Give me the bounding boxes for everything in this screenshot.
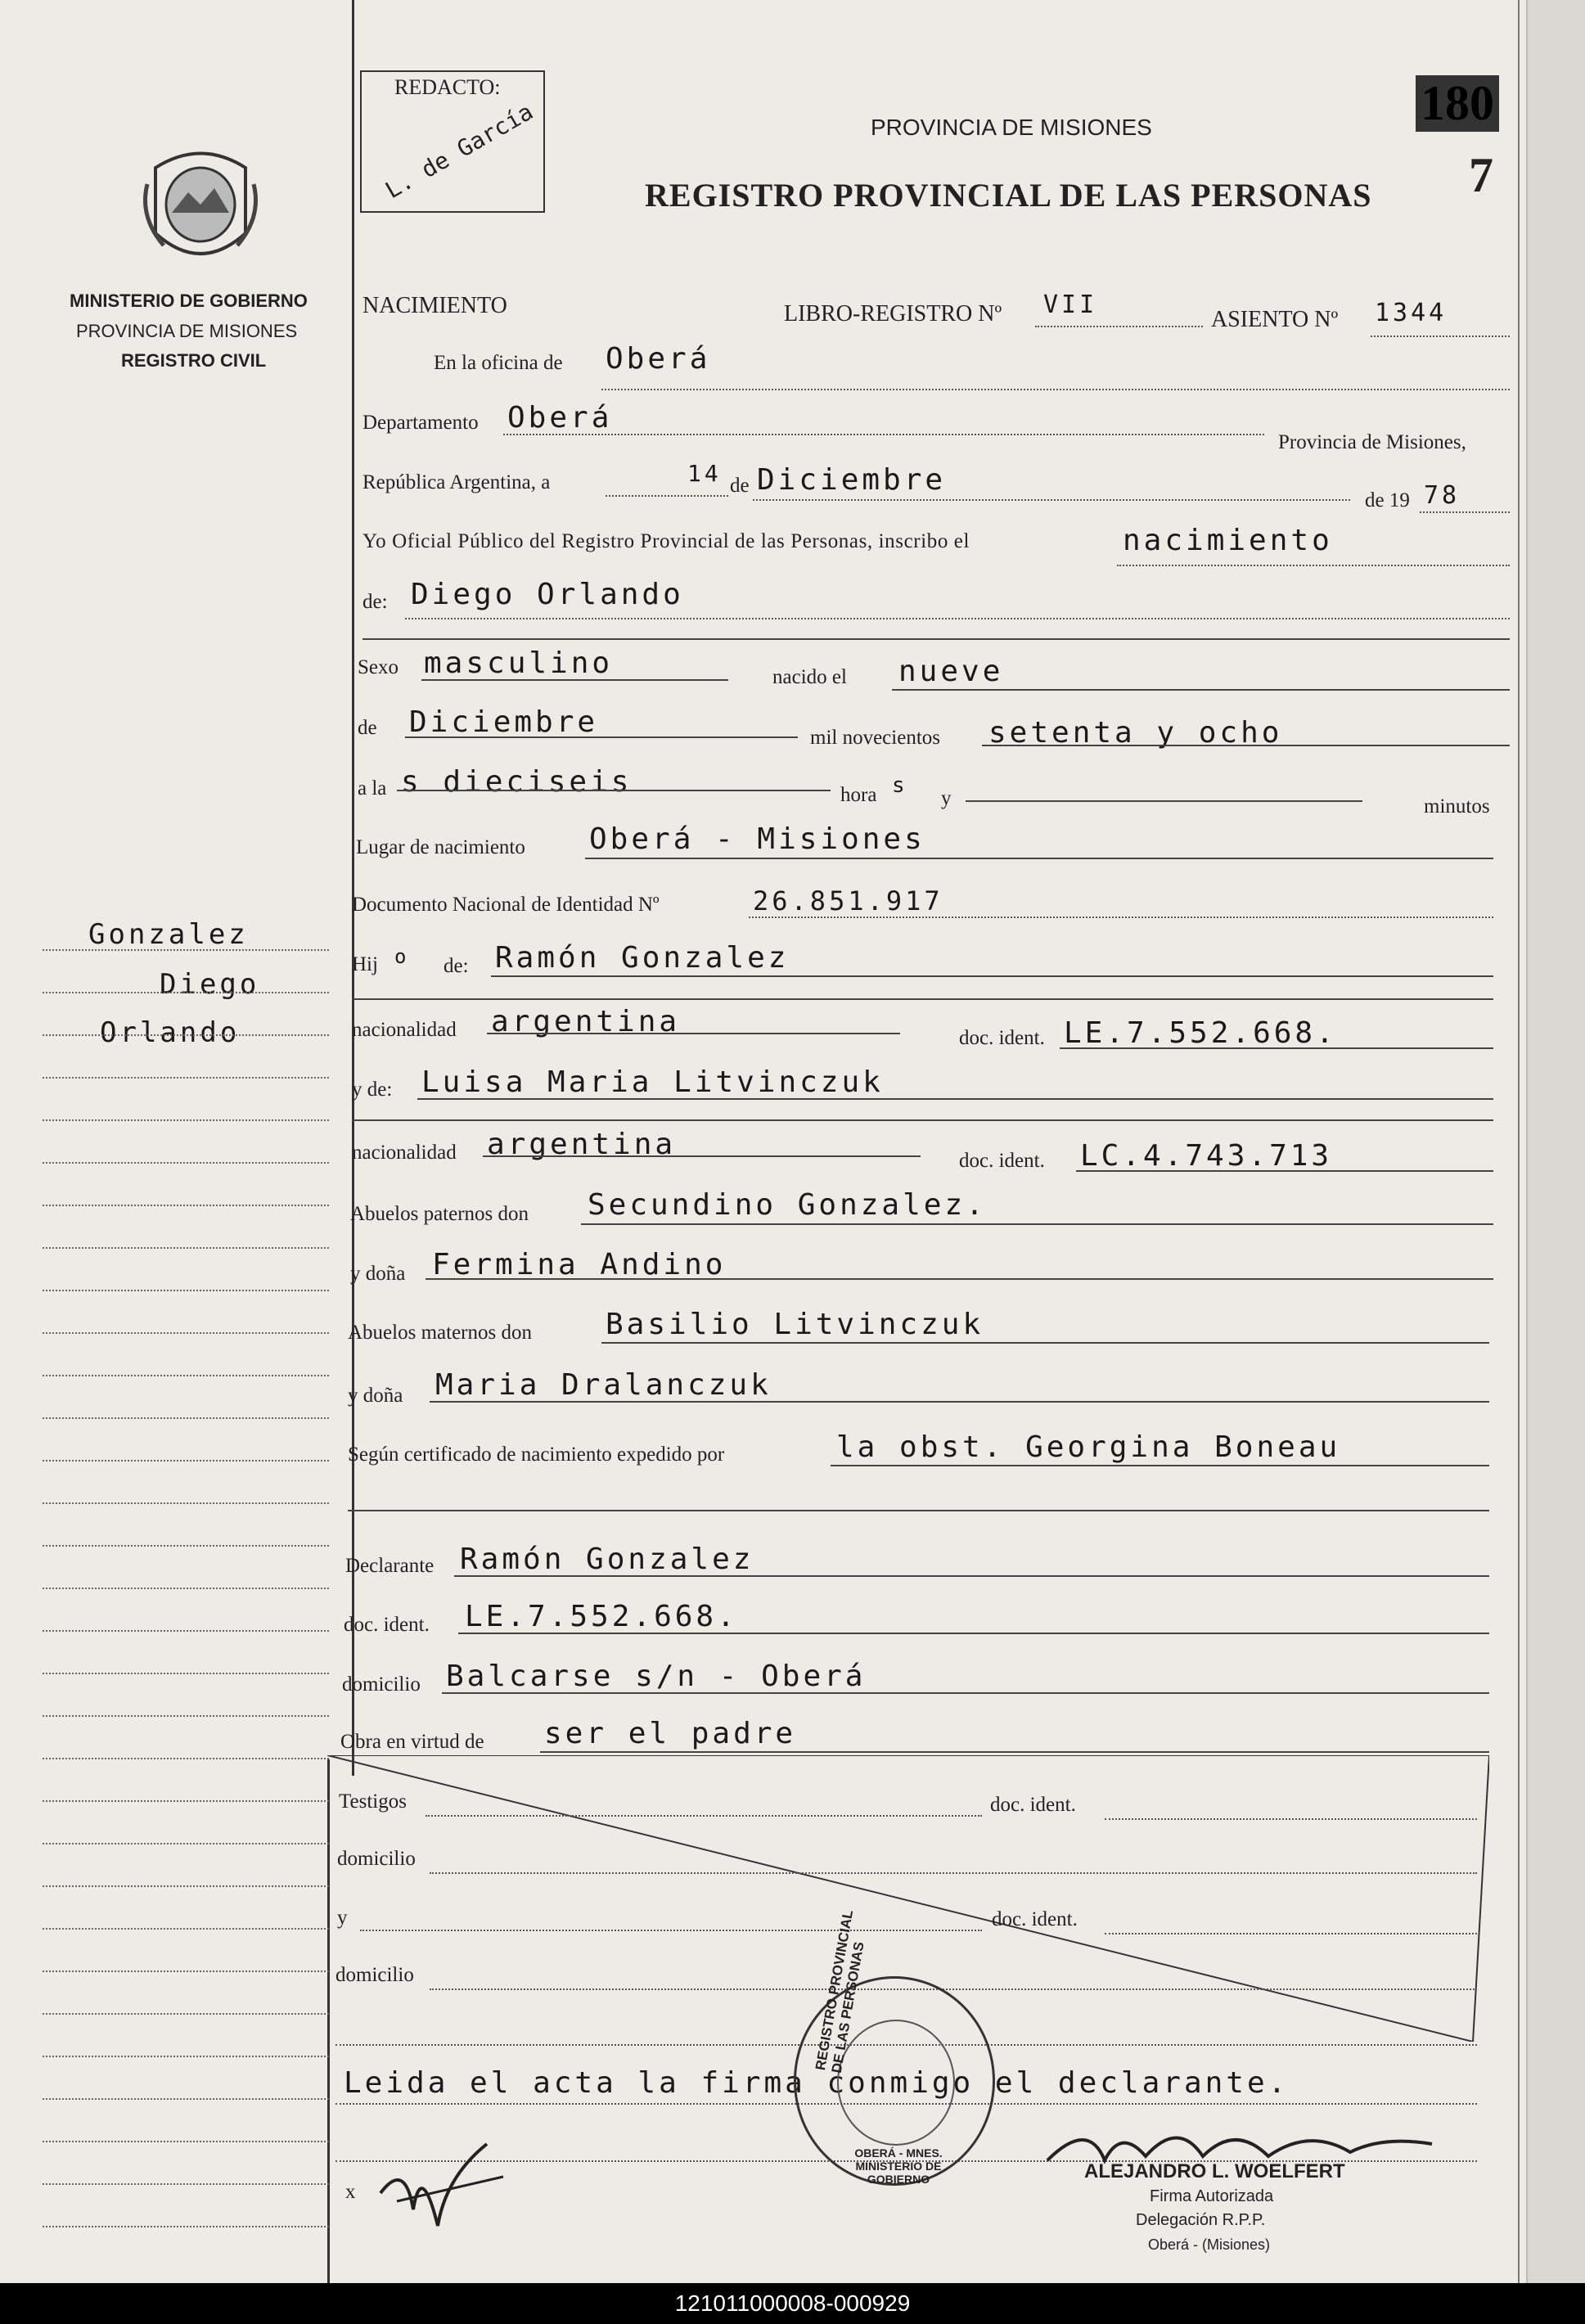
ministry-label: MINISTERIO DE GOBIERNO [70, 290, 308, 311]
minutos-label: minutos [1424, 795, 1490, 817]
minutos-line [966, 800, 1362, 802]
declarante-label: Declarante [345, 1555, 435, 1577]
fecha-mes: Diciembre [757, 463, 947, 497]
nac1-value: argentina [491, 1005, 681, 1038]
nac1-line [487, 1033, 900, 1034]
margin-line [43, 2141, 329, 2142]
margin-line [43, 1460, 329, 1462]
margin-line [43, 2013, 329, 2015]
margin-line [43, 1885, 329, 1887]
ydona1-label: y doña [350, 1263, 406, 1285]
stamp-line3: Delegación R.P.P. [1136, 2211, 1266, 2229]
hijo-de: de: [444, 955, 469, 977]
margin-note-name2: Orlando [100, 1016, 241, 1049]
anio-value-line [982, 745, 1510, 746]
province-label: PROVINCIA DE MISIONES [76, 321, 298, 341]
segun-line [831, 1465, 1489, 1466]
margin-line [43, 2098, 329, 2100]
mil-label: mil novecientos [810, 727, 940, 749]
hijo-label: Hij [352, 953, 378, 975]
asiento-label: ASIENTO Nº [1211, 307, 1339, 332]
margin-line [43, 1673, 329, 1674]
stamp-line4: Oberá - (Misiones) [1148, 2236, 1271, 2253]
margin-line [43, 1332, 329, 1334]
margin-line [43, 1034, 329, 1036]
de-line [405, 618, 1510, 619]
domicilio-line [442, 1692, 1489, 1694]
yo-label: Yo Oficial Público del Registro Provincial de las Personas, inscribo el [362, 530, 970, 552]
margin-line [43, 1715, 329, 1717]
de-value: Diego Orlando [411, 578, 684, 611]
madre-line-2 [352, 1119, 1493, 1121]
doc2-value: LC.4.743.713 [1080, 1139, 1333, 1173]
abmat-label: Abuelos maternos don [348, 1322, 532, 1344]
nacimiento-label: NACIMIENTO [362, 293, 507, 318]
y2-line [360, 1930, 982, 1931]
leida-text: Leida el acta la firma conmigo el declarante. [344, 2066, 1290, 2100]
de-label: de: [362, 591, 388, 613]
nacido-line [892, 689, 1510, 691]
oficina-label: En la oficina de [434, 352, 563, 374]
doc1-line [1060, 1047, 1493, 1049]
margin-line [43, 1800, 329, 1802]
nac1-label: nacionalidad [352, 1019, 457, 1041]
libro-label: LIBRO-REGISTRO Nº [784, 301, 1002, 327]
provincia-label: Provincia de Misiones, [1278, 431, 1466, 453]
margin-line [43, 1588, 329, 1589]
margin-line [43, 2226, 329, 2227]
nacido-value: nueve [898, 655, 1004, 688]
adjacent-page-edge [1526, 0, 1585, 2283]
margin-line [43, 1077, 329, 1079]
ydona2-label: y doña [348, 1385, 403, 1407]
anio-line [1420, 511, 1510, 513]
docdecl-value: LE.7.552.668. [465, 1600, 738, 1633]
margin-line [43, 1758, 329, 1759]
oficina-value: Oberá [606, 342, 711, 376]
libro-value: VII [1043, 290, 1098, 319]
doc2-label: doc. ident. [959, 1150, 1045, 1172]
declarante-value: Ramón Gonzalez [460, 1543, 754, 1576]
page-number: 180 [1416, 75, 1499, 132]
testigos-line [426, 1815, 982, 1817]
dni-label: Documento Nacional de Identidad Nº [352, 894, 660, 916]
margin-line [43, 1928, 329, 1930]
margin-line [43, 1843, 329, 1844]
mes-line [753, 499, 1350, 501]
nac2-label: nacionalidad [352, 1142, 457, 1164]
sexo-line [421, 679, 728, 681]
lugar-value: Oberá - Misiones [589, 822, 925, 856]
province-heading: PROVINCIA DE MISIONES [871, 115, 1152, 140]
x-label: x [345, 2181, 356, 2203]
lugar-line [585, 858, 1493, 859]
fecha-dia: 14 [687, 460, 722, 487]
registry-label: REGISTRO CIVIL [121, 350, 267, 371]
abpat-don: Secundino Gonzalez. [588, 1188, 987, 1222]
doc3-label: doc. ident. [990, 1794, 1076, 1816]
oficina-line [601, 389, 1510, 390]
official-seal [794, 1908, 995, 2186]
padre-line-2 [352, 998, 1493, 1000]
declarante-line [454, 1575, 1489, 1577]
dia-line [606, 495, 728, 497]
doc1-value: LE.7.552.668. [1064, 1016, 1337, 1050]
republica-label: República Argentina, a [362, 471, 551, 493]
testigos-label: Testigos [339, 1790, 407, 1813]
domicilio-label: domicilio [342, 1673, 421, 1696]
madre-line [417, 1098, 1493, 1100]
coat-of-arms-icon [139, 143, 262, 270]
margin-line [43, 1502, 329, 1504]
hora-suffix: s [892, 773, 908, 798]
redacto-box [360, 70, 545, 213]
sexo-label: Sexo [358, 656, 399, 678]
yde-label: y de: [352, 1079, 393, 1101]
margin-note-surname: Gonzalez [88, 918, 249, 951]
docdecl-line [458, 1633, 1489, 1634]
domicilio2-label: domicilio [337, 1848, 416, 1870]
abpat-dona: Fermina Andino [432, 1248, 727, 1281]
abmat-dona-line [430, 1401, 1489, 1403]
fecha-anio: 78 [1424, 481, 1461, 510]
doc4-line [1105, 1933, 1477, 1934]
margin-line [43, 1205, 329, 1206]
margin-line [43, 1290, 329, 1291]
form-right-border [1518, 0, 1520, 2283]
dni-value: 26.851.917 [753, 885, 943, 917]
doc1-label: doc. ident. [959, 1027, 1045, 1049]
lugar-label: Lugar de nacimiento [356, 836, 525, 858]
abmat-dona: Maria Dralanczuk [435, 1368, 772, 1402]
yo-value: nacimiento [1123, 524, 1333, 557]
stamp-line2: Firma Autorizada [1150, 2187, 1274, 2205]
yo-line [1117, 565, 1510, 566]
docdecl-label: doc. ident. [344, 1614, 430, 1636]
segun-value: la obst. Georgina Boneau [836, 1430, 1341, 1464]
departamento-label: Departamento [362, 412, 479, 434]
margin-line [43, 1417, 329, 1419]
margin-note-name1: Diego [160, 968, 260, 1001]
horas-line [397, 790, 831, 791]
asiento-line [1371, 336, 1510, 337]
segun-line-2 [348, 1510, 1489, 1511]
margin-line [43, 2183, 329, 2185]
margin-line [43, 1247, 329, 1249]
dni-line [749, 917, 1493, 918]
fecha-de-anio: de 19 [1365, 489, 1410, 511]
margin-line [43, 1119, 329, 1121]
margin-line [43, 1630, 329, 1632]
seal-bottom-text: OBERÁ - MNES. MINISTERIO DE GOBIERNO [854, 2146, 943, 2186]
madre-value: Luisa Maria Litvinczuk [421, 1065, 884, 1099]
anio-value: setenta y ocho [988, 716, 1283, 750]
de2-label: de [358, 717, 377, 739]
abmat-don-line [601, 1342, 1489, 1344]
seal-inner [837, 2020, 955, 2146]
obra-label: Obra en virtud de [340, 1731, 484, 1753]
hijo-suffix: o [394, 945, 410, 968]
margin-line [43, 2056, 329, 2057]
margin-line [43, 1545, 329, 1547]
divider-1 [362, 638, 1510, 640]
abmat-don: Basilio Litvinczuk [606, 1308, 984, 1341]
doc2-line [1076, 1170, 1493, 1172]
nacido-label: nacido el [772, 666, 847, 688]
domicilio-value: Balcarse s/n - Oberá [446, 1660, 867, 1693]
nac2-value: argentina [487, 1128, 677, 1161]
doc3-line [1105, 1818, 1477, 1820]
margin-line [43, 992, 329, 993]
libro-line [1035, 326, 1203, 327]
margin-line [43, 1375, 329, 1376]
stamp-name: ALEJANDRO L. WOELFERT [1084, 2160, 1345, 2182]
domicilio2-line [430, 1872, 1477, 1874]
asiento-value: 1344 [1375, 299, 1448, 327]
doc4-label: doc. ident. [992, 1908, 1078, 1930]
sexo-value: masculino [424, 646, 614, 680]
folio-number: 7 [1469, 148, 1493, 202]
nac2-line [483, 1155, 921, 1157]
seal-ring-text: REGISTRO PROVINCIAL DE LAS PERSONAS [813, 1908, 867, 2074]
abpat-don-line [581, 1223, 1493, 1225]
padre-value: Ramón Gonzalez [495, 941, 790, 975]
horas-value: s dieciseis [401, 765, 633, 799]
abpat-label: Abuelos paternos don [350, 1203, 529, 1225]
y2-label: y [337, 1907, 348, 1929]
padre-line [491, 975, 1493, 977]
alas-label: a la [358, 777, 387, 799]
mes-value: Diciembre [409, 705, 599, 739]
document-id-footer: 121011000008-000929 [0, 2283, 1585, 2324]
fecha-de: de [730, 475, 750, 497]
abpat-dona-line [426, 1278, 1493, 1280]
mes-value-line [405, 736, 798, 738]
page-title: REGISTRO PROVINCIAL DE LAS PERSONAS [645, 177, 1372, 214]
declarant-signature [372, 2128, 536, 2242]
margin-line [43, 949, 329, 951]
domicilio3-label: domicilio [335, 1964, 414, 1986]
margin-line [43, 1162, 329, 1164]
redacto-signature: L. de García [380, 97, 538, 205]
redacto-label: REDACTO: [394, 75, 501, 99]
domicilio3-line [430, 1988, 1477, 1990]
departamento-value: Oberá [507, 401, 613, 435]
obra-line [540, 1751, 1489, 1753]
obra-value: ser el padre [544, 1717, 797, 1750]
hora-label: hora [840, 784, 877, 806]
departamento-line [503, 434, 1264, 435]
segun-label: Según certificado de nacimiento expedido por [348, 1443, 725, 1466]
margin-line [43, 1970, 329, 1972]
y-label: y [941, 787, 952, 809]
